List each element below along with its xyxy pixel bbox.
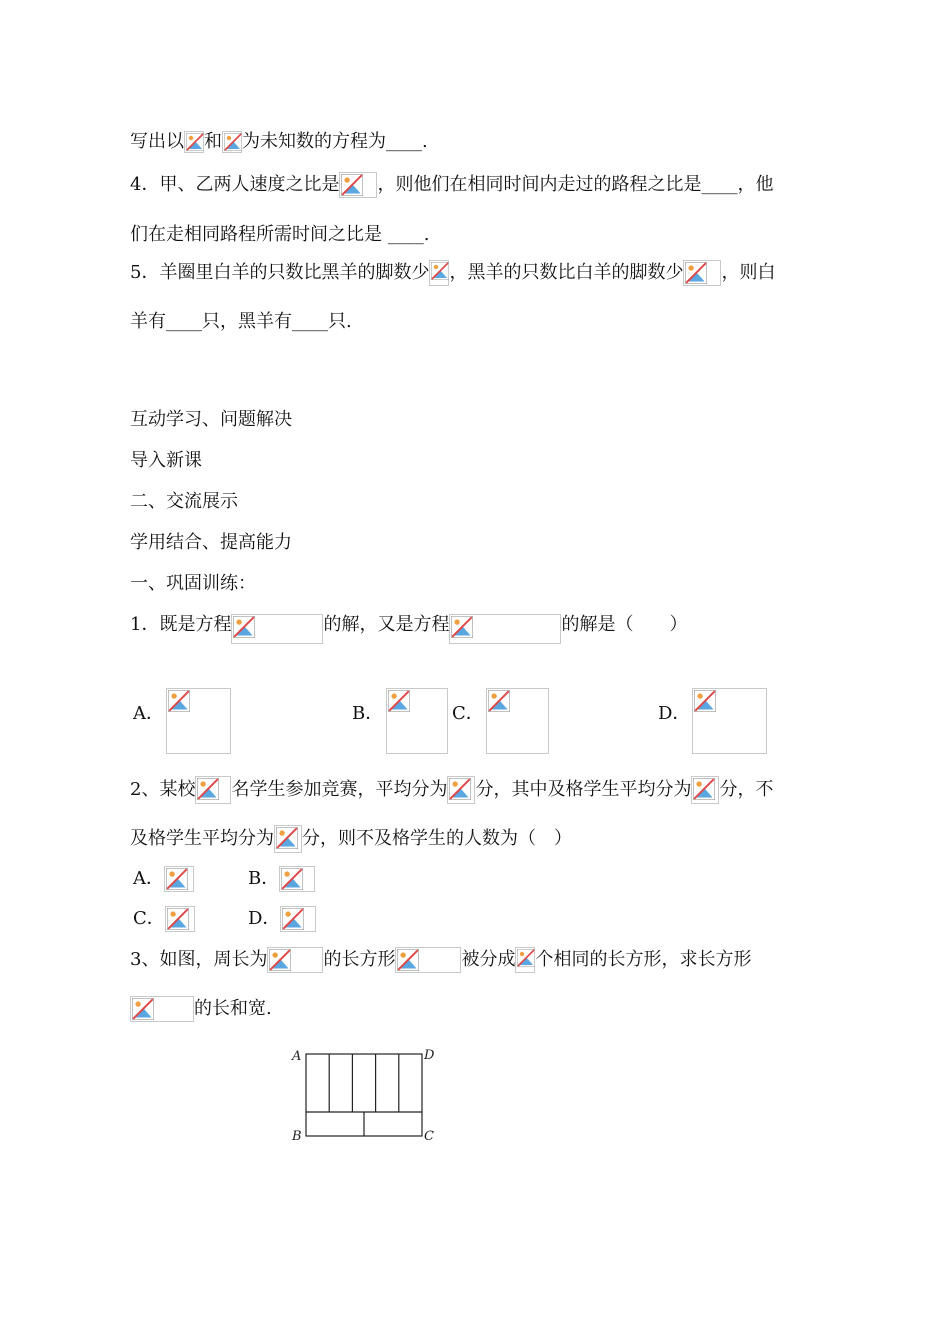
rectangle-figure bbox=[288, 1042, 448, 1146]
ex2-option-b: B． bbox=[248, 866, 315, 892]
image-placeholder-icon bbox=[274, 825, 302, 853]
option-image bbox=[165, 906, 195, 932]
exercise-2: 2、某校 名学生参加竞赛，平均分为 分，其中及格学生平均分为 分，不 bbox=[130, 776, 773, 804]
image-placeholder-icon bbox=[395, 947, 461, 973]
question-5: 5．羊圈里白羊的只数比黑羊的脚数少 ，黑羊的只数比白羊的脚数少 ，则白 bbox=[130, 260, 775, 286]
equation-image bbox=[449, 614, 561, 644]
question-4-cont: 们在走相同路程所需时间之比是 ____. bbox=[130, 224, 430, 245]
option-d-image bbox=[692, 688, 767, 754]
option-a-image bbox=[166, 688, 231, 754]
vertex-label-b: B bbox=[292, 1129, 302, 1144]
equation-image bbox=[231, 614, 323, 644]
ex2-option-c: C． bbox=[133, 906, 195, 932]
ex2-option-a: A． bbox=[133, 866, 194, 892]
question-4: 4．甲、乙两人速度之比是 ，则他们在相同时间内走过的路程之比是____，他 bbox=[130, 172, 773, 198]
exercise-3-cont: 的长和宽. bbox=[130, 996, 272, 1022]
option-image bbox=[279, 866, 315, 892]
exercise-1: 1．既是方程 的解，又是方程 的解是（ ） bbox=[130, 613, 687, 644]
question-5-cont: 羊有____只，黑羊有____只. bbox=[130, 311, 352, 332]
heading-new-lesson: 导入新课 bbox=[130, 450, 202, 471]
exercise-3: 3、如图，周长为 的长方形 被分成 个相同的长方形，求长方形 bbox=[130, 947, 751, 973]
image-placeholder-icon bbox=[339, 172, 377, 198]
line-write-equation: 写出以 和 为未知数的方程为____. bbox=[130, 131, 428, 152]
option-d-label: D． bbox=[658, 703, 691, 724]
image-placeholder-icon bbox=[515, 947, 535, 973]
heading-exchange: 二、交流展示 bbox=[130, 491, 238, 512]
ex2-option-d: D． bbox=[248, 906, 316, 932]
option-image bbox=[164, 866, 194, 892]
image-placeholder-icon bbox=[195, 776, 231, 804]
option-a-label: A． bbox=[133, 703, 164, 724]
image-placeholder-icon bbox=[691, 776, 719, 804]
heading-interactive-learning: 互动学习、问题解决 bbox=[130, 409, 292, 430]
option-c-image bbox=[486, 688, 549, 754]
image-placeholder-icon bbox=[447, 776, 475, 804]
image-placeholder-icon bbox=[184, 131, 204, 153]
vertex-label-a: A bbox=[292, 1049, 302, 1064]
heading-practice: 一、巩固训练： bbox=[130, 573, 256, 594]
option-image bbox=[280, 906, 316, 932]
vertex-label-c: C bbox=[424, 1129, 434, 1144]
image-placeholder-icon bbox=[130, 996, 194, 1022]
image-placeholder-icon bbox=[222, 131, 242, 153]
image-placeholder-icon bbox=[267, 947, 323, 973]
option-b-image bbox=[386, 688, 448, 754]
heading-apply: 学用结合、提高能力 bbox=[130, 532, 292, 553]
option-b-label: B． bbox=[352, 703, 384, 724]
exercise-2-cont: 及格学生平均分为 分，则不及格学生的人数为（ ） bbox=[130, 825, 572, 853]
vertex-label-d: D bbox=[424, 1048, 435, 1063]
image-placeholder-icon bbox=[683, 260, 721, 286]
image-placeholder-icon bbox=[429, 260, 449, 286]
option-c-label: C． bbox=[452, 703, 484, 724]
